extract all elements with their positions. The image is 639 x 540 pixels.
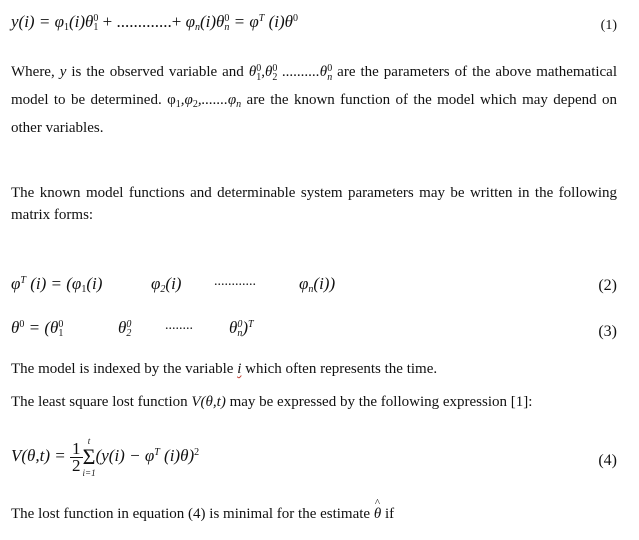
equation-2-number: (2) (598, 277, 617, 294)
equation-2: $\varphi^T$ $(i) = (\varphi_1(i)$ $\varphi_2(i)$ ............ $\varphi_n(i)$) (11, 274, 336, 295)
eq1-term2: (i)θ (199, 12, 225, 31)
fraction-half: $\frac{1}{2}$ (72, 438, 81, 475)
equation-1: $y(i) = \varphi_1(i)\theta$ 0 1 + .............+ $\varphi_n(i)\theta$ 0 n = $\varphi^T$ $(i)\theta^0$ (11, 12, 298, 34)
equation-1-number: (1) (600, 18, 617, 33)
paragraph-matrix-forms: The known model functions and determinable system parameters may be written in the following matrix forms: (11, 185, 617, 223)
paragraph-where: Where, y is the observed variable and θ 0 1 ,θ 0 2 ..........θ 0 n are the parameters of the above mathematical model to be determined. $\varphi_1,\varphi_2,.......\varphi_n$ are the known function of the model which may depend on other variables. (11, 62, 618, 136)
equation-3-number: (3) (598, 323, 617, 340)
summation: t Σ i=1 (82, 436, 96, 478)
eq1-term4: (i)θ (264, 12, 293, 31)
lost-function: V(θ,t) (191, 394, 226, 410)
equation-4: V(θ,t) = $\frac{1}{2}$ t Σ i=1 ($y(i) - \varphi^T$ (i)θ)$^2$ (11, 436, 200, 478)
theta-hat: ^ θ (374, 506, 381, 523)
eq1-phi-n: φ (185, 12, 195, 31)
paragraph-minimal: The lost function in equation (4) is minimal for the estimate ^ θ if (11, 506, 394, 523)
eq1-term1: (i)θ (68, 12, 94, 31)
equation-3: $\theta^0 = (\theta$ 0 1 θ 0 2 ........ θ 0 n )$^T$ (11, 318, 254, 340)
eq1-term3: = φ (229, 12, 259, 31)
eq1-dots: + .............+ (98, 12, 186, 31)
var-y: y (59, 64, 67, 80)
paragraph-least-square: The least square lost function V(θ,t) may be expressed by the following expression [1]: (11, 394, 533, 410)
equation-4-number: (4) (598, 452, 617, 469)
var-i: i (237, 361, 242, 377)
eq1-lhs: y(i) = φ (11, 12, 64, 31)
paragraph-index: The model is indexed by the variable i which often represents the time. (11, 361, 438, 377)
